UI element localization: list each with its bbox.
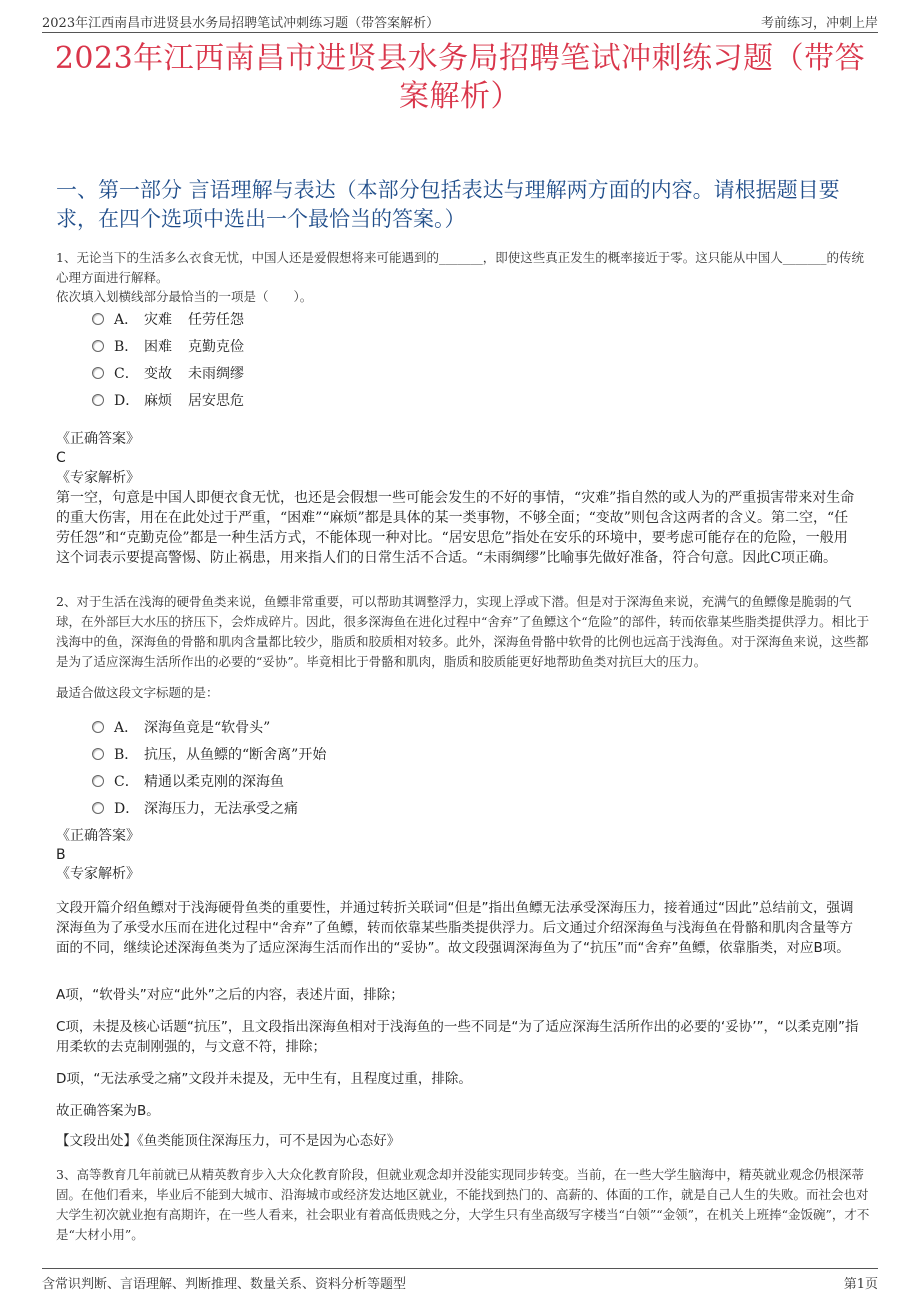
question-1-option-a[interactable]: A． 灾难 任劳任怨 <box>92 305 244 332</box>
header-doc-title: 2023年江西南昌市进贤县水务局招聘笔试冲刺练习题（带答案解析） <box>42 16 440 31</box>
footer-topics: 含常识判断、言语理解、判断推理、数量关系、资料分析等题型 <box>42 1277 407 1292</box>
question-2-conclusion: 故正确答案为B。 <box>56 1103 160 1119</box>
page-number: 第1页 <box>843 1277 878 1292</box>
question-1-option-d[interactable]: D． 麻烦 居安思危 <box>92 386 244 413</box>
header-slogan: 考前练习，冲刺上岸 <box>760 16 878 31</box>
question-2-analysis-d: D项，“无法承受之痛”文段并未提及，无中生有，且程度过重，排除。 <box>56 1071 472 1087</box>
question-2-options <box>92 713 326 821</box>
question-1-options <box>92 305 244 413</box>
question-2-answer-label: 《正确答案》 <box>56 828 140 844</box>
radio-icon[interactable] <box>92 340 104 352</box>
question-1-option-c[interactable]: C． 变故 未雨绸缪 <box>92 359 244 386</box>
question-2-answer: B <box>56 847 66 863</box>
question-2-text: 2、对于生活在浅海的硬骨鱼类来说，鱼鳔非常重要，可以帮助其调整浮力，实现上浮或下潜。但是对于深海鱼来说，充满气的鱼鳔像是脆弱的气球，在外部巨大水压的挤压下，会炸成碎片。因此，很多深海鱼在进化过程中“舍弃”了鱼鳔这个“危险”的部件，转而依靠某些脂类提供浮力。相比于浅海中的鱼，深海鱼的骨骼和肌肉含量都比较少，脂质和胶质相对较多。此外，深海鱼骨骼中软骨的比例也远高于浅海鱼。对于深海鱼来说，这些都是为了适应深海生活所作出的必要的“妥协”。毕竟相比于骨骼和肌肉，脂质和胶质能更好地帮助鱼类对抗巨大的压力。 <box>56 594 870 669</box>
radio-icon[interactable] <box>92 721 104 733</box>
page-footer <box>42 1268 878 1293</box>
radio-icon[interactable] <box>92 394 104 406</box>
question-2-option-a[interactable]: A． 深海鱼竟是“软骨头” <box>92 713 326 740</box>
question-1-answer: C <box>56 450 66 466</box>
radio-icon[interactable] <box>92 748 104 760</box>
question-1-text: 1、无论当下的生活多么衣食无忧，中国人还是爱假想将来可能遇到的_______，即使这些真正发生的概率接近于零。这只能从中国人_______的传统心理方面进行解释。 <box>56 250 864 285</box>
page-title: 2023年江西南昌市进贤县水务局招聘笔试冲刺练习题（带答案解析） <box>54 41 866 114</box>
question-3-text: 3、高等教育几年前就已从精英教育步入大众化教育阶段，但就业观念却并没能实现同步转变。当前，在一些大学生脑海中，精英就业观念仍根深蒂固。在他们看来，毕业后不能到大城市、沿海城市或经济发达地区就业，不能找到热门的、高薪的、体面的工作，就是自己人生的失败。而社会也对大学生初次就业抱有高期许，在一些人看来，社会职业有着高低贵贱之分，大学生只有坐高级写字楼当“白领”“金领”，在机关上班捧“金饭碗”，才不是“大材小用”。 <box>56 1167 870 1242</box>
radio-icon[interactable] <box>92 775 104 787</box>
question-1-answer-label: 《正确答案》 <box>56 431 140 447</box>
question-1-analysis-label: 《专家解析》 <box>56 470 140 486</box>
radio-icon[interactable] <box>92 367 104 379</box>
question-2-option-d[interactable]: D． 深海压力，无法承受之痛 <box>92 794 326 821</box>
question-2-source: 【文段出处】《鱼类能顶住深海压力，可不是因为心态好》 <box>56 1133 401 1149</box>
question-2-option-c[interactable]: C． 精通以柔克刚的深海鱼 <box>92 767 326 794</box>
page-header <box>42 10 878 33</box>
question-1-option-b[interactable]: B． 困难 克勤克俭 <box>92 332 244 359</box>
section-heading: 一、第一部分 言语理解与表达（本部分包括表达与理解两方面的内容。请根据题目要求，在四个选项中选出一个最恰当的答案。） <box>56 178 840 231</box>
question-2-analysis-label: 《专家解析》 <box>56 866 140 882</box>
radio-icon[interactable] <box>92 313 104 325</box>
question-2-prompt: 最适合做这段文字标题的是： <box>56 685 219 700</box>
radio-icon[interactable] <box>92 802 104 814</box>
question-1-analysis: 第一空，句意是中国人即便衣食无忧，也还是会假想一些可能会发生的不好的事情，“灾难”指自然的或人为的严重损害带来对生命的重大伤害，用在在此处过于严重，“困难”“麻烦”都是具体的某一类事物，不够全面；“变故”则包含这两者的含义。第二空，“任劳任怨”和“克勤克俭”都是一种生活方式，不能体现一种对比。“居安思危”指处在安乐的环境中，要考虑可能存在的危险，一般用这个词表示要提高警惕、防止祸患，用来指人们的日常生活不合适。“未雨绸缪”比喻事先做好准备，符合句意。因此C项正确。 <box>56 490 855 566</box>
question-2-analysis-a: A项，“软骨头”对应“此外”之后的内容，表述片面，排除； <box>56 987 404 1003</box>
question-1-prompt: 依次填入划横线部分最恰当的一项是（ ）。 <box>56 289 313 304</box>
question-2-analysis-main: 文段开篇介绍鱼鳔对于浅海硬骨鱼类的重要性，并通过转折关联词“但是”指出鱼鳔无法承受深海压力，接着通过“因此”总结前文，强调深海鱼为了承受水压而在进化过程中“舍弃”了鱼鳔，转而依靠某些脂类提供浮力。后文通过介绍深海鱼与浅海鱼在骨骼和肌肉含量等方面的不同，继续论述深海鱼类为了适应深海生活而作出的“妥协”。故文段强调深海鱼为了“抗压”而“舍弃”鱼鳔，依靠脂类，对应B项。 <box>56 900 854 956</box>
question-2-analysis-c: C项，未提及核心话题“抗压”，且文段指出深海鱼相对于浅海鱼的一些不同是“为了适应深海生活所作出的必要的‘妥协’”，“以柔克刚”指用柔软的去克制刚强的，与文意不符，排除； <box>56 1019 859 1055</box>
question-2-option-b[interactable]: B． 抗压，从鱼鳔的“断舍离”开始 <box>92 740 326 767</box>
